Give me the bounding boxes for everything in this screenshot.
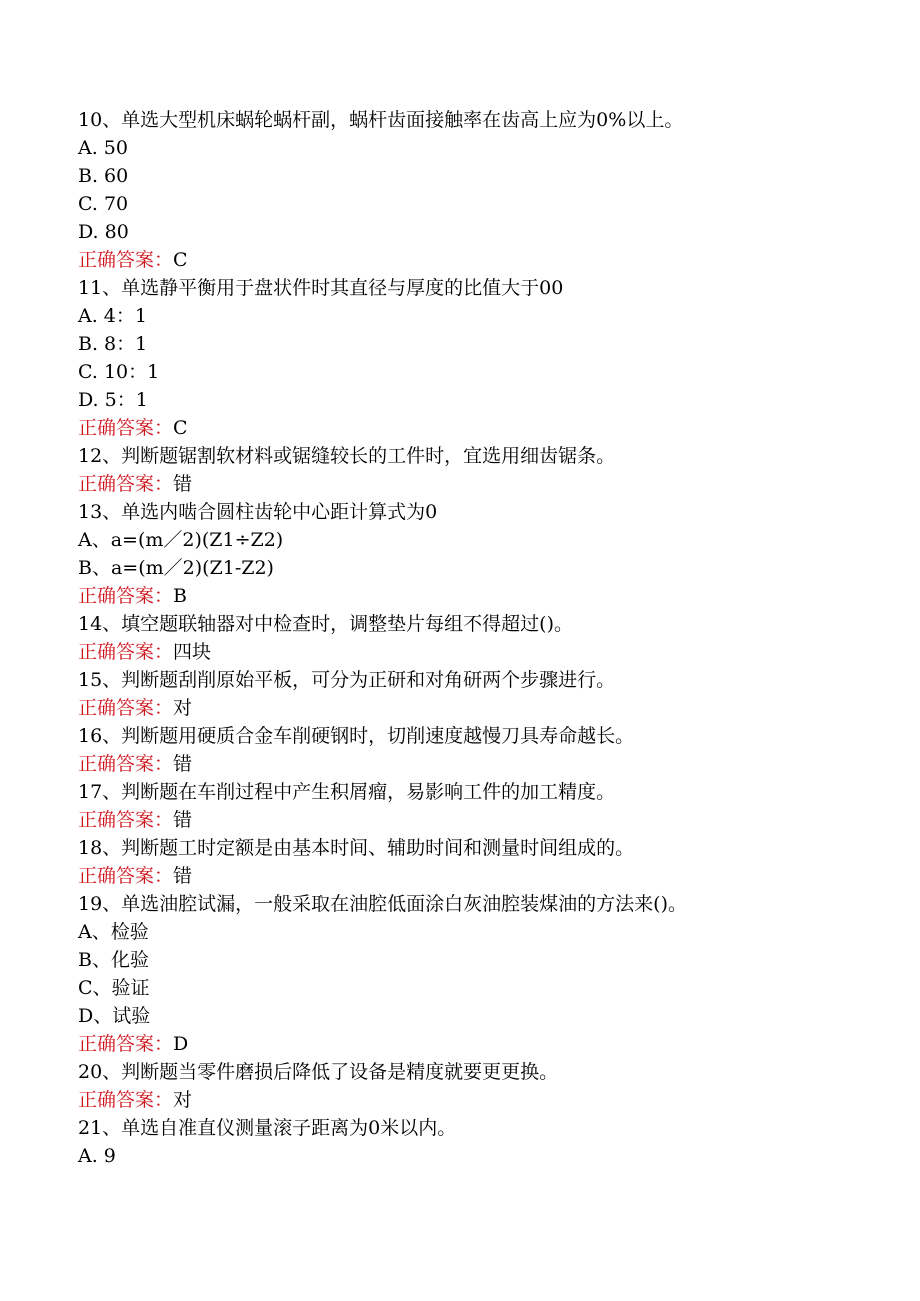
question-option: D. 5：1 <box>78 389 148 411</box>
question-option: C、验证 <box>78 977 150 999</box>
question-stem: 19、单选油腔试漏，一般采取在油腔低面涂白灰油腔装煤油的方法来()。 <box>78 893 688 915</box>
answer-line <box>78 806 878 834</box>
answer-value: 四块 <box>173 641 212 663</box>
answer-label: 正确答案： <box>78 865 174 887</box>
question-option: D、试验 <box>78 1005 151 1027</box>
question-stem: 17、判断题在车削过程中产生积屑瘤，易影响工件的加工精度。 <box>78 781 616 803</box>
question-stem: 13、单选内啮合圆柱齿轮中心距计算式为0 <box>78 501 438 523</box>
question-option: B. 8：1 <box>78 333 148 355</box>
answer-value: B <box>173 585 187 607</box>
question-option: D. 80 <box>78 221 129 243</box>
answer-label: 正确答案： <box>78 641 174 663</box>
question-option: A、a=(m／2)(Z1÷Z2) <box>78 529 284 551</box>
question-list <box>78 106 878 1170</box>
answer-label: 正确答案： <box>78 417 174 439</box>
answer-value: 错 <box>173 753 193 775</box>
answer-label: 正确答案： <box>78 249 174 271</box>
question-stem: 11、单选静平衡用于盘状件时其直径与厚度的比值大于00 <box>78 277 564 299</box>
question-option: B、a=(m／2)(Z1-Z2) <box>78 557 274 579</box>
answer-label: 正确答案： <box>78 1033 174 1055</box>
answer-value: 错 <box>173 809 193 831</box>
answer-value: C <box>173 249 188 271</box>
question-stem: 10、单选大型机床蜗轮蜗杆副，蜗杆齿面接触率在齿高上应为0%以上。 <box>78 109 684 131</box>
question-option: C. 10：1 <box>78 361 160 383</box>
question-option: A、检验 <box>78 921 149 943</box>
answer-line <box>78 750 878 778</box>
question-option: A. 50 <box>78 137 128 159</box>
question-stem: 14、填空题联轴器对中检查时，调整垫片每组不得超过()。 <box>78 613 574 635</box>
answer-label: 正确答案： <box>78 753 174 775</box>
answer-line <box>78 470 878 498</box>
answer-value: 对 <box>173 1089 193 1111</box>
answer-line <box>78 694 878 722</box>
answer-value: C <box>173 417 188 439</box>
question-option: B. 60 <box>78 165 129 187</box>
question-stem: 16、判断题用硬质合金车削硬钢时，切削速度越慢刀具寿命越长。 <box>78 725 635 747</box>
answer-line <box>78 1030 878 1058</box>
answer-label: 正确答案： <box>78 473 174 495</box>
answer-line <box>78 414 878 442</box>
answer-label: 正确答案： <box>78 585 174 607</box>
question-option: A. 9 <box>78 1145 116 1167</box>
answer-value: 对 <box>173 697 193 719</box>
answer-value: 错 <box>173 473 193 495</box>
answer-label: 正确答案： <box>78 697 174 719</box>
question-stem: 21、单选自准直仪测量滚子距离为0米以内。 <box>78 1117 457 1139</box>
question-option: A. 4：1 <box>78 305 147 327</box>
answer-line <box>78 582 878 610</box>
question-option: C. 70 <box>78 193 129 215</box>
question-option: B、化验 <box>78 949 149 971</box>
question-stem: 20、判断题当零件磨损后降低了设备是精度就要更更换。 <box>78 1061 559 1083</box>
answer-value: D <box>173 1033 189 1055</box>
answer-line <box>78 862 878 890</box>
question-stem: 12、判断题锯割软材料或锯缝较长的工件时，宜选用细齿锯条。 <box>78 445 616 467</box>
question-stem: 18、判断题工时定额是由基本时间、辅助时间和测量时间组成的。 <box>78 837 635 859</box>
answer-line <box>78 638 878 666</box>
question-stem: 15、判断题刮削原始平板，可分为正研和对角研两个步骤进行。 <box>78 669 616 691</box>
answer-label: 正确答案： <box>78 809 174 831</box>
answer-line <box>78 246 878 274</box>
answer-value: 错 <box>173 865 193 887</box>
answer-label: 正确答案： <box>78 1089 174 1111</box>
answer-line <box>78 1086 878 1114</box>
